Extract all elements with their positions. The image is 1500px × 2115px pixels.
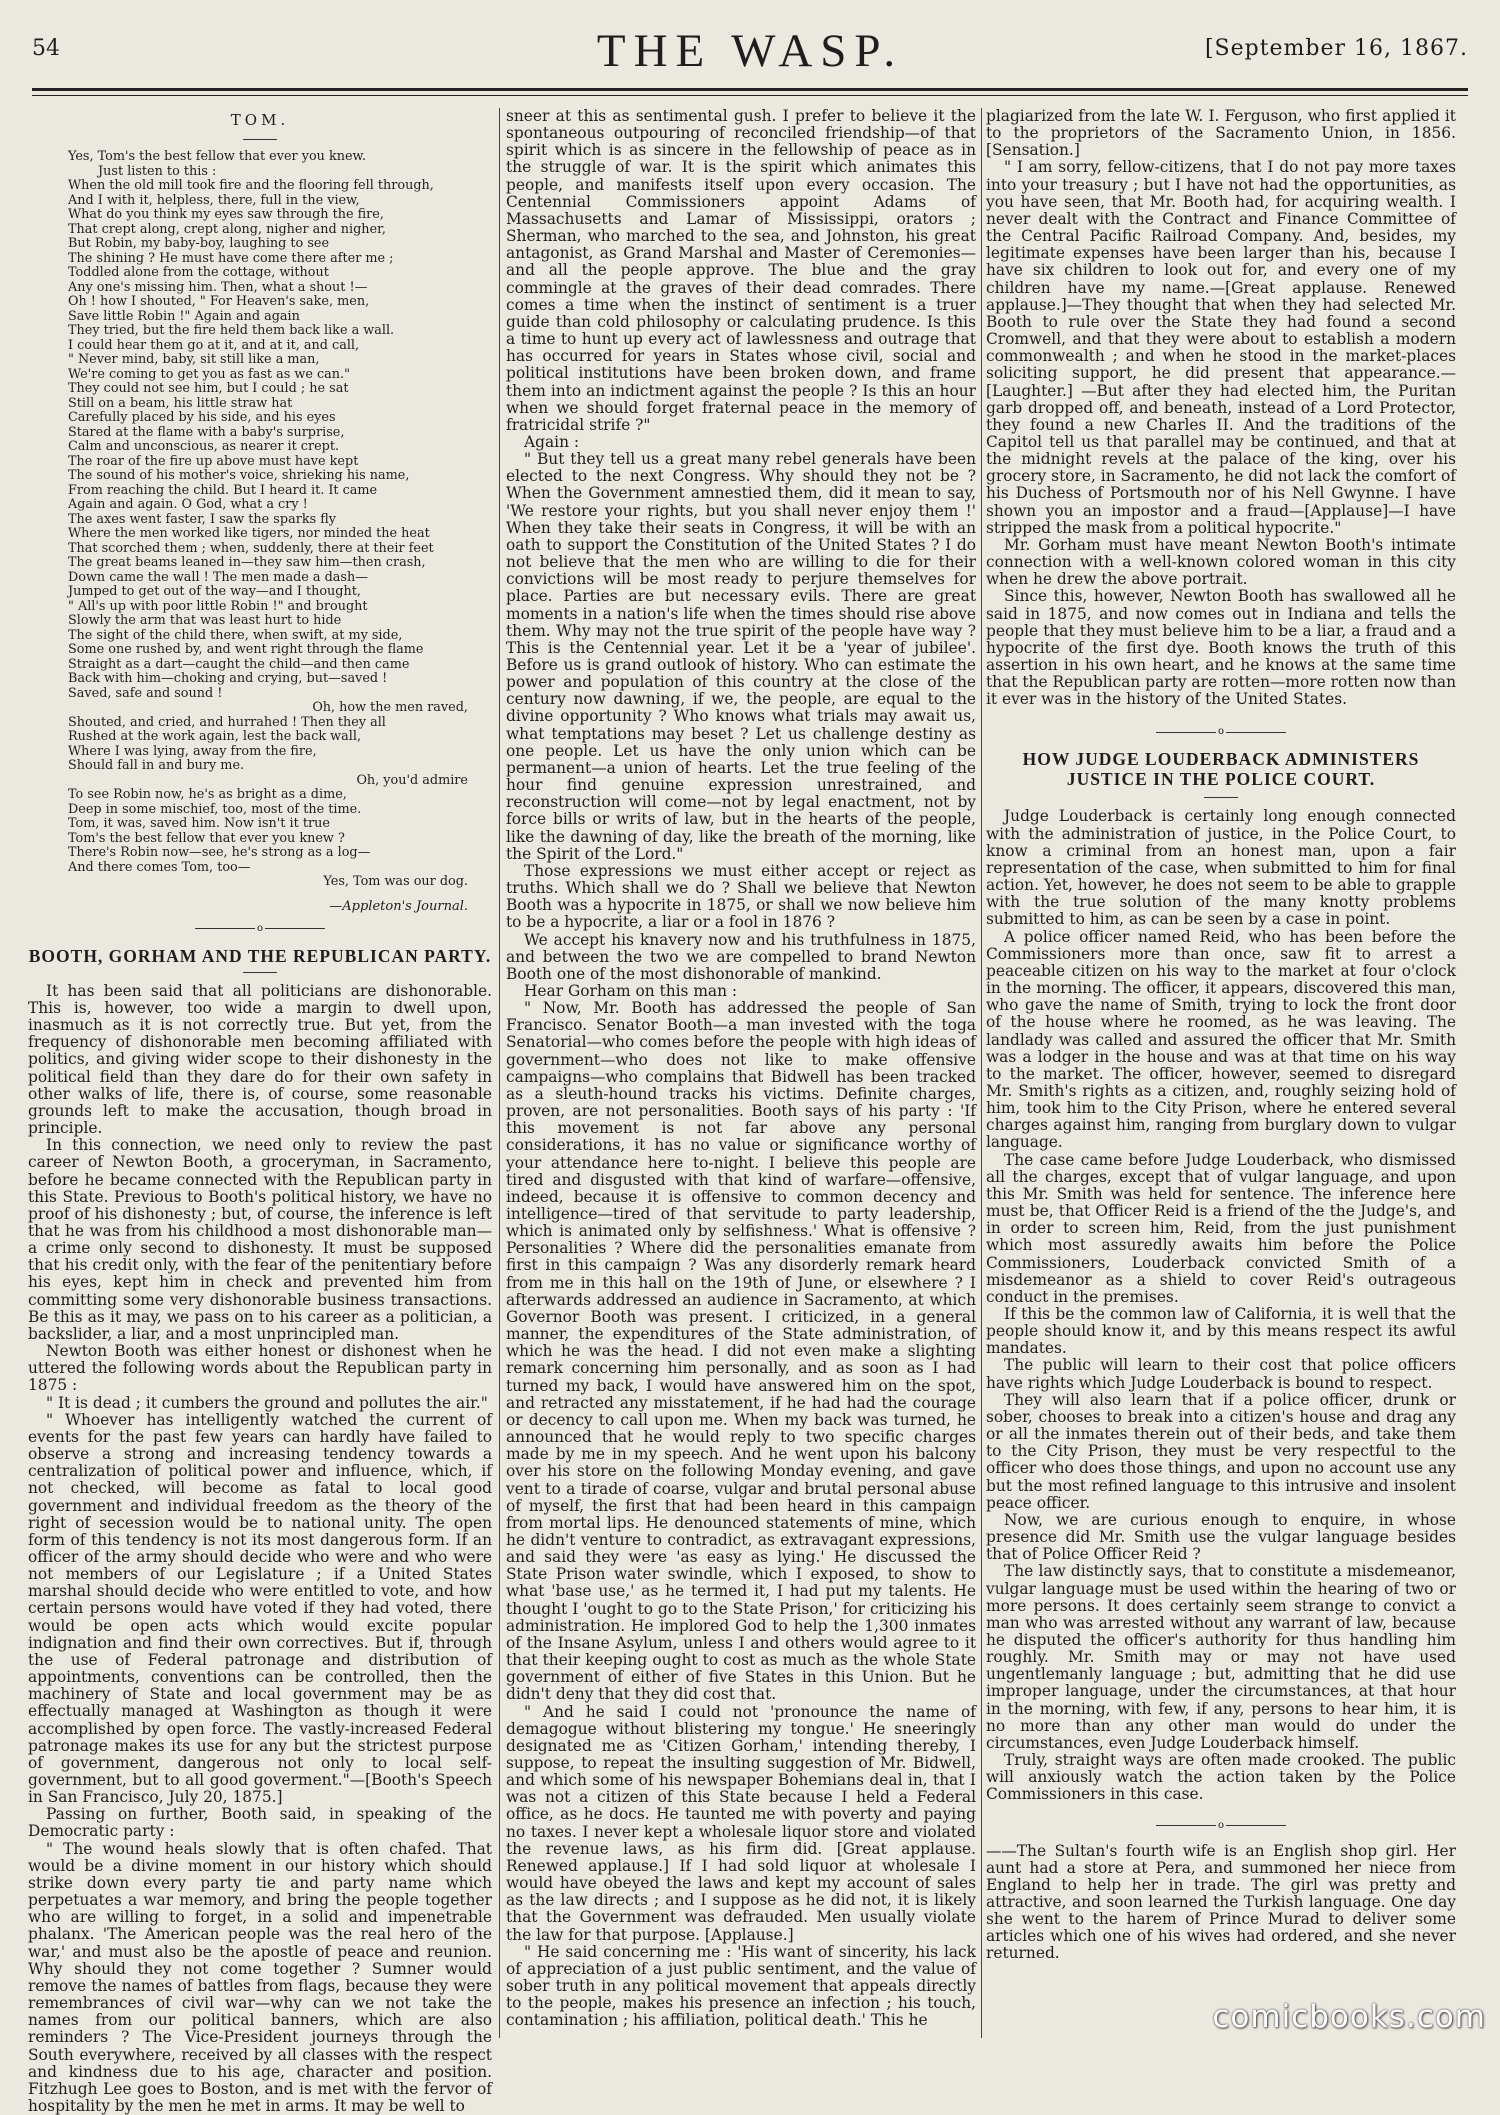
poem-line: The sound of his mother's voice, shrieking his name, (68, 468, 410, 484)
paragraph: " He said concerning me : 'His want of sincerity, his lack of appreciation of a just public sentiment, and the value of sober truth in any political movement that appeals directly to the people, makes his presence an infection ; his touch, contamination ; his affiliation, political death.' This he (506, 1942, 976, 2030)
poem-line: Some one rushed by, and went right through the flame (68, 642, 424, 658)
poem-line: Straight as a dart—caught the child—and then came (68, 656, 410, 672)
masthead-title: THE WASP. (596, 25, 904, 77)
paragraph: Again : (524, 432, 580, 451)
poem-body (28, 150, 492, 890)
poem-line: Yes, Tom's the best fellow that ever you knew. (68, 149, 367, 165)
article-headline-booth: BOOTH, GORHAM AND THE REPUBLICAN PARTY. (28, 945, 492, 966)
poem-source: —Appleton's Journal. (329, 898, 468, 914)
paragraph: Since this, however, Newton Booth has swallowed all he said in 1875, and now comes out in Indiana and tells the people that they must believe him to be a liar, a fraud and a hypocrite of the first dye. Booth knows the truth of this assertion in his own heart, and he knows at the same time that the Republican party are rotten—more rotten now than it ever was in the history of the United States. (986, 587, 1456, 709)
poem-line: The shining ? He must have come there after me ; (68, 250, 394, 266)
poem-title-rule (243, 139, 277, 140)
poem-line: The roar of the fire up above must have kept (68, 453, 359, 469)
paragraph: Judge Louderback is certainly long enough connected with the administration of justice, in the Police Court, to know a criminal from an honest man, upon a fair representation of the case, when submitted to him for final action. Yet, however, he does not seem to be able to grapple with the true solution of the many knotty problems submitted to him, as can be seen by a case in point. (986, 807, 1456, 929)
poem-line: We're coming to get you as fast as we can." (68, 366, 350, 382)
article-booth-part3 (986, 108, 1456, 708)
headline-rule (243, 972, 277, 973)
poem-line: They could not see him, but I could ; he sat (68, 381, 349, 397)
article-headline-louderback: HOW JUDGE LOUDERBACK ADMINISTERS JUSTICE IN THE POLICE COURT. (1022, 749, 1420, 790)
paragraph: " Whoever has intelligently watched the current of events for the past few years can hardly have failed to observe a strong and increasing tendency towards a centralization of political power and influence, which, if not checked, will become as fatal to local good government and individual freedom as the theory of the right of secession would be to national unity. The open form of this tendency is not its most dangerous form. If an officer of the army should decide who were and who were not members of our Legislature ; if a United States marshal should decide who were entitled to vote, and how certain persons would have voted if they had voted, there would be open acts which would excite popular indignation and find their own correctives. But if, through the use of Federal patronage and distribution of appointments, conventions can be controlled, then the machinery of State and local government may be as effectually managed at Washington as though it were accomplished by open force. The vastly-increased Federal patronage makes its use for any but the strictest purpose of government, dangerous not only to local self-government, but to all good goverment."—[Booth's Speech in San Francisco, July 20, 1875.] (28, 1410, 492, 1807)
paragraph: If this be the common law of California, it is well that the people should know it, and by this means respect its awful mandates. (986, 1305, 1456, 1358)
poem-line: Calm and unconscious, as nearer it crept. (68, 439, 340, 455)
poem-line: That scorched them ; when, suddenly, there at their feet (68, 540, 434, 556)
poem-line: Yes, Tom was our dog. (323, 874, 468, 890)
poem-line: Carefully placed by his side, and his eyes (68, 410, 336, 426)
poem-line: Where I was lying, away from the fire, (68, 743, 317, 759)
poem-line: That crept along, crept along, nigher and nigher, (68, 221, 386, 237)
paragraph: " And he said I could not 'pronounce the name of demagogue without blistering my tongue.' He sneeringly designated me as 'Citizen Gorham,' intending thereby, I suppose, to repeat the insulting suggestion of Mr. Bidwell, and which some of his newspaper Bohemians deal in, that I was not a citizen of this State because I held a Federal office, as he docs. He taunted me with poverty and paying no taxes. I never kept a wholesale liquor store and violated the revenue laws, as his firm did. [Great applause. Renewed applause.] If I had sold liquor at wholesale I would have obeyed the laws and kept my account of sales as the law directs ; and I suppose as he did not, it is likely that the Government was defrauded. Men usually violate the law for that purpose. [Applause.] (506, 1702, 976, 1944)
paragraph: " I am sorry, fellow-citizens, that I do not pay more taxes into your treasury ; but I have not had the opportunities, as you have seen, that Mr. Booth had, for acquiring wealth. I never dealt with the Contract and Finance Committee of the Central Pacific Railroad Company. And, besides, my legitimate expenses have been larger than his, because I have six children to look out for, and every one of my children have my name.—[Great applause. Renewed applause.]—They thought that when they had selected Mr. Booth to rule over the State they had found a second Cromwell, and that they were about to establish a modern commonwealth ; and when he stood in the market-places soliciting support, he did present that appearance.—[Laughter.] —But after they had elected him, the Puritan garb dropped off, and beneath, instead of a Lord Protector, they found a new Charles II. And the traditions of the Capitol tell us that parallel may be continued, and that at the midnight revels at the palace of the king, over his grocery store, in Sacramento, he did not lack the comfort of his Duchess of Portsmouth nor of his Nell Gwynne. I have shown you an impostor and a fraud—[Applause]—I have stripped the mask from a political hypocrite." (986, 158, 1456, 537)
poem-line: The axes went faster, I saw the sparks fly (68, 511, 336, 527)
poem-line: And there comes Tom, too— (68, 859, 251, 875)
poem-line: Should fall in and bury me. (68, 758, 245, 774)
issue-date: [September 16, 1867. (1204, 36, 1468, 61)
poem-title: TOM. (230, 111, 290, 129)
poem-line: Oh, how the men raved, (312, 700, 468, 716)
poem-line: To see Robin now, he's as bright as a dime, (68, 787, 347, 803)
poem-line: Down came the wall ! The men made a dash— (68, 569, 369, 585)
poem-line: The sight of the child there, when swift, at my side, (68, 627, 403, 643)
article-louderback-body (986, 808, 1456, 1803)
column-rule-1 (499, 108, 500, 2038)
poem-line: Again and again. O God, what a cry ! (68, 497, 308, 513)
paragraph: A police officer named Reid, who has been before the Commissioners more than once, saw fit to arrest a peaceable citizen on his way to the market at four o'clock in the morning. The officer, it appears, discovered this man, who gave the name of Smith, trying to lock the front door of the house where he roomed, as he was leaving. The landlady was called and assured the officer that Mr. Smith was a lodger in the house and was at that time on his way to the market. The officer, however, seemed to disregard Mr. Smith's rights as a citizen, and, roughly seizing hold of him, took him to the City Prison, where he entered several charges against him, ranging from burglary down to vulgar language. (986, 927, 1456, 1152)
paragraph: Truly, straight ways are often made crooked. The public will anxiously watch the action taken by the Police Commissioners in this case. (986, 1751, 1456, 1804)
poem-line: Shouted, and cried, and hurrahed ! Then they all (68, 714, 386, 730)
poem-line: Still on a beam, his little straw hat (68, 395, 293, 411)
paragraph: Those expressions we must either accept or reject as truths. Which shall we do ? Shall we believe that Newton Booth was a hypocrite in 1875, or shall we now believe him to be a hypocrite, a liar or a fool in 1876 ? (506, 861, 976, 932)
paragraph: We accept his knavery now and his truthfulness in 1875, and between the two we are compelled to brand Newton Booth one of the most dishonorable of mankind. (506, 930, 976, 983)
poem-line: From reaching the child. But I heard it. It came (68, 482, 378, 498)
poem-line: Any one's missing him. Then, what a shout !— (68, 279, 368, 295)
section-divider: o (986, 726, 1456, 737)
section-divider: o (986, 1820, 1456, 1831)
column-3 (986, 108, 1456, 2038)
paragraph: Hear Gorham on this man : (524, 981, 738, 1000)
paragraph: The case came before Judge Louderback, who dismissed all the charges, except that of vulgar language, and upon this Mr. Smith was held for sentence. The inference here must be, that Officer Reid is a friend of the the Judge's, and in order to screen him, Reid, from the just punishment which most assuredly awaits him before the Police Commissioners, Louderback convicted Smith of a misdemeanor as a shield to cover Reid's outrageous conduct in the premises. (986, 1150, 1456, 1306)
column-1 (28, 108, 492, 2115)
paragraph: ——The Sultan's fourth wife is an English shop girl. Her aunt had a store at Pera, and summoned her niece from England to help her in trade. The girl was pretty and attractive, and soon learned the Turkish language. One day she went to the harem of Prince Murad to deliver some articles which one of his wives had ordered, and she never returned. (986, 1841, 1456, 1963)
poem-line: Slowly the arm that was least hurt to hide (68, 613, 342, 629)
poem-line: Just listen to this : (98, 163, 217, 179)
article-booth-part2 (506, 108, 976, 2030)
paragraph: " But they tell us a great many rebel generals have been elected to the next Congress. Why should they not be ? When the Government amnestied them, did it mean to say, 'We restore your rights, but you shall never enjoy them !' When they take their seats in Congress, it will be with an oath to support the Constitution of the United States ? I do not believe that the men who are willing to die for their convictions will be most ready to perjure themselves for place. Parties are but necessary evils. There are great moments in a nation's life when the times should rise above them. Why may not the true spirit of the people have way ? This is the Centennial year. Let it be a 'year of jubilee'. Before us is grand outlook of history. Who can estimate the power and population of this country at the close of the century now dawning, if we, the people, are equal to the divine opportunity ? Who knows what trials may await us, what temptations may beset ? Let us challenge destiny as one people. Let us have the only union which can be permanent—a union of hearts. Let the true feeling of the hour find genuine expression unrestrained, and reconstruction will come—not by legal enactment, not by force bills or writs of law, but in the hearts of the people, like the dawning of day, like the breath of the morning, like the Spirit of the Lord." (506, 450, 976, 863)
poem-line: Oh ! how I shouted, " For Heaven's sake, men, (68, 294, 370, 310)
column-rule-2 (981, 108, 982, 2038)
paragraph: " Now, Mr. Booth has addressed the people of San Francisco. Senator Booth—a man invested with the toga Senatorial—who comes before the people with high ideas of government—who does not like to make offensive campaigns—who complains that Bidwell has been tracked as a sleuth-hound tracks his victims. Definite charges, proven, are not personalities. Booth says of his party : 'If this movement is not far above any personal considerations, it has no value or significance worthy of your attendance here to-night. I believe this people are tired and disgusted with that kind of warfare—offensive, indeed, because it is offensive to common decency and intelligence—tired of that servitude to party leadership, which is animated only by selfishness.' What is offensive ? Personalities ? Where did the personalities emanate from first in this campaign ? Was any disorderly remark heard from me in this hall on the 19th of June, or elsewhere ? I afterwards addressed an audience in Sacramento, at which Governor Booth was present. I criticized, in a general manner, the expenditures of the State administration, of which he was the head. I did not even make a slighting remark concerning him personally, and as soon as I had turned my back, I would have answered him on the spot, and retracted any misstatement, if he had had the courage or decency to call upon me. When my back was turned, he announced that he would reply to two specific charges made by me in my speech. And he went upon his balcony over his store on the following Monday evening, and gave vent to a tirade of coarse, vulgar and brutal personal abuse of myself, the first that had been heard in this campaign from mortal lips. He denounced statements of mine, which he didn't venture to contradict, as extravagant expressions, and said they were 'as easy as lying.' He discussed the State Prison water swindle, which I exposed, to show to what 'base use,' as he termed it, I had put my talents. He thought I 'ought to go to the State Prison,' for criticizing his administration. He implored God to help the 1,300 inmates of the Insane Asylum, unless I and others would agree to it that their keeping ought to cost as much as the whole State government of either of five States in this Union. But he didn't deny that they did cost that. (506, 999, 976, 1704)
paragraph: Mr. Gorham must have meant Newton Booth's intimate connection with a well-known colored woman in this city when he drew the above portrait. (986, 535, 1456, 589)
watermark-text: comicbooks.com (1212, 1999, 1486, 2035)
poem-line: What do you think my eyes saw through the fire, (68, 207, 384, 223)
headline-rule (1204, 797, 1238, 798)
poem-line: Tom, it was, saved him. Now isn't it true (68, 816, 330, 832)
paragraph: In this connection, we need only to review the past career of Newton Booth, a groceryman, in Sacramento, before he became connected with the Republican party in this State. Previous to Booth's political history, we have no proof of his dishonesty ; but, of course, the inference is left that he was from his childhood a most dishonorable man—a crime only second to dishonesty. It must be supposed that his credit only, with the fear of the penitentiary before his eyes, kept him in check and prevented him from committing some very dishonorable business transactions. Be this as it may, we pass on to his career as a politician, a backslider, a liar, and a most unprincipled man. (28, 1136, 492, 1343)
poem-line: " Never mind, baby, sit still like a man, (68, 352, 320, 368)
page-number: 54 (32, 36, 60, 61)
poem-line: And I with it, helpless, there, full in the view, (68, 192, 360, 208)
poem-line: The great beams leaned in—they saw him—then crash, (68, 555, 426, 571)
poem-line: Stared at the flame with a baby's surprise, (68, 424, 345, 440)
poem-line: Back with him—choking and crying, but—saved ! (68, 671, 388, 687)
masthead-rule-thick (32, 88, 1468, 91)
poem-line: Oh, you'd admire (356, 772, 468, 788)
paragraph: Passing on further, Booth said, in speaking of the Democratic party : (28, 1805, 492, 1841)
poem-line: Deep in some mischief, too, most of the time. (68, 801, 362, 817)
paragraph: Newton Booth was either honest or dishonest when he uttered the following words about the Republican party in 1875 : (28, 1342, 492, 1395)
poem-line: But Robin, my baby-boy, laughing to see (68, 236, 330, 252)
paragraph: The public will learn to their cost that police officers have rights which Judge Louderback is bound to respect. (986, 1356, 1456, 1392)
poem-line: Saved, safe and sound ! (68, 685, 223, 701)
paragraph: plagiarized from the late W. I. Ferguson, who first applied it to the proprietors of the Sacramento Union, in 1856. [Sensation.] (986, 107, 1456, 160)
poem-line: When the old mill took fire and the flooring fell through, (68, 178, 434, 194)
poem-line: They tried, but the fire held them back like a wall. (68, 323, 395, 339)
paragraph: " It is dead ; it cumbers the ground and pollutes the air." (46, 1393, 488, 1412)
paragraph: sneer at this as sentimental gush. I prefer to believe it the spontaneous outpouring of reconciled friendship—of that spirit which is as sincere in the fellowship of peace as in the struggle of war. It is the spirit which animates this people, and manifests itself upon every occasion. The Centennial Commissioners appoint Adams of Massachusetts and Lamar of Mississippi, orators ; Sherman, who marched to the sea, and Johnston, his great antagonist, as Grand Marshal and Master of Ceremonies—and all the people approve. The blue and the gray commingle at the graves of their dead comrades. There comes a time when the instinct of sentiment is a truer guide than cold philosophy or calculating prudence. Is this a time to hunt up every act of lawlessness and outrage that has occurred for years in States whose civil, social and political institutions have been broken down, and frame them into an indictment against the people ? Is this an hour when we should forget fraternal peace in the memory of fratricidal strife ?" (506, 107, 976, 434)
article-booth-part1 (28, 983, 492, 2115)
poem-line: There's Robin now—see, he's strong as a log— (68, 845, 371, 861)
poem-line: Rushed at the work again, lest the back wall, (68, 729, 362, 745)
poem-line: Save little Robin !" Again and again (68, 308, 300, 324)
masthead-rule-thin (32, 95, 1468, 96)
poem-line: I could hear them go at it, and at it, and call, (68, 337, 360, 353)
poem-line: Toddled alone from the cottage, without (68, 265, 329, 281)
paragraph: " The wound heals slowly that is often chafed. That would be a divine moment in our history which should strike down every party tie and party name which perpetuates a war memory, and bring the people together who are willing to forget, in a solid and impenetrable phalanx. 'The American people was the real hero of the war,' and must also be the apostle of peace and reunion. Why should they not come together ? Sumner would remove the names of battles from flags, because they were remembrances of civil war—why can we not take the names from our political banners, which are also reminders ? The Vice-President journeys through the South everywhere, received by all classes with the respect and kindness due to his age, character and position. Fitzhugh Lee goes to Boston, and is met with the fervor of hospitality by the men he met in arms. It may be well to (28, 1839, 492, 2115)
item-sultan-wife (986, 1843, 1456, 1963)
poem-line: Tom's the best fellow that ever you knew ? (68, 830, 345, 846)
paragraph: The law distinctly says, that to constitute a misdemeanor, vulgar language must be used within the hearing of two or more persons. It does certainly seem strange to convict a man who was arrested without any warrant of law, because he disputed the officer's authority for thus handling him roughly. Mr. Smith may or may not have used ungentlemanly language ; but, admitting that he did use improper language, under the circumstances, at that hour in the morning, with few, if any, persons to hear him, it is no more than any other man would do under the circumstances, even Judge Louderback himself. (986, 1562, 1456, 1752)
column-2 (506, 108, 976, 2038)
poem-line: " All's up with poor little Robin !" and brought (68, 598, 368, 614)
section-divider: o (28, 923, 492, 934)
paragraph: They will also learn that if a police officer, drunk or sober, chooses to break into a citizen's house and drag any or all the inmates therein out of their beds, and take them to the City Prison, they must be very respectful to the officer who does those things, and upon no account use any but the most refined language to this intrusive and insolent peace officer. (986, 1390, 1456, 1512)
paragraph: It has been said that all politicians are dishonorable. This is, however, too wide a margin to dwell upon, inasmuch as it is not correctly true. But yet, from the frequency of dishonorable men becoming affiliated with politics, and giving wider scope to their dishonesty in the political field than they dare do for their own safety in other walks of life, there is, of course, some reasonable grounds left to make the accusation, though broad in principle. (28, 981, 492, 1138)
poem-line: Where the men worked like tigers, nor minded the heat (68, 526, 430, 542)
poem-line: Jumped to get out of the way—and I thought, (68, 584, 361, 600)
paragraph: Now, we are curious enough to enquire, in whose presence did Mr. Smith use the vulgar language besides that of Police Officer Reid ? (986, 1510, 1456, 1564)
